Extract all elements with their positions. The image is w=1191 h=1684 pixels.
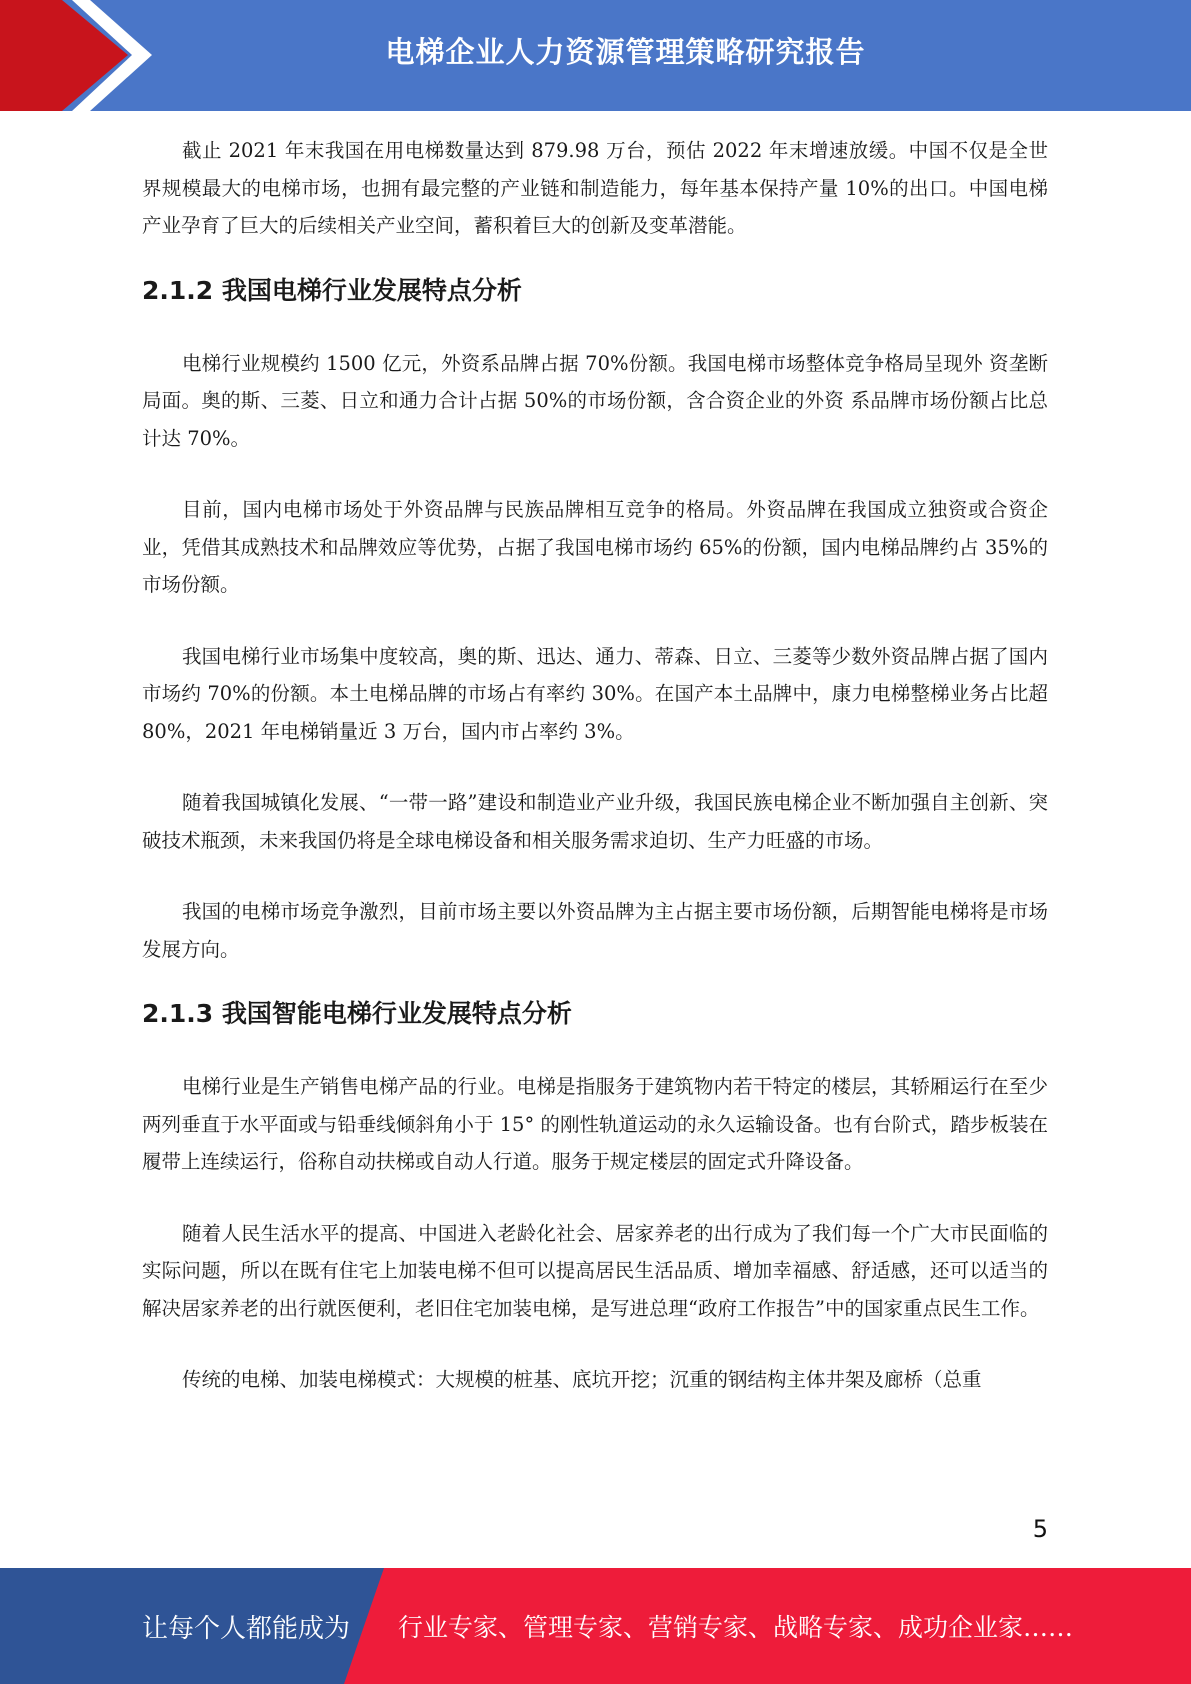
paragraph-elevator-count: 截止 2021 年末我国在用电梯数量达到 879.98 万台，预估 2022 年末增速放缓。中国不仅是全世界规模最大的电梯市场，也拥有最完整的产业链和制造能力，每年基本保持产量 10%的出口。中国电梯产业孕育了巨大的后续相关产业空间，蓄积着巨大的创新及变革潜能。 (142, 139, 1048, 237)
section-heading-2-1-3: 2.1.3 我国智能电梯行业发展特点分析 (142, 999, 572, 1028)
document-body (142, 132, 1048, 1399)
paragraph-competition: 目前，国内电梯市场处于外资品牌与民族品牌相互竞争的格局。外资品牌在我国成立独资或合资企业，凭借其成熟技术和品牌效应等优势，占据了我国电梯市场约 65%的份额，国内电梯品牌约占 35%的市场份额。 (142, 498, 1048, 596)
paragraph-concentration: 我国电梯行业市场集中度较高，奥的斯、迅达、通力、蒂森、日立、三菱等少数外资品牌占据了国内市场约 70%的份额。本土电梯品牌的市场占有率约 30%。在国产本土品牌中，康力电梯整梯业务占比超 80%，2021 年电梯销量近 3 万台，国内市占率约 3%。 (142, 644, 1048, 743)
paragraph-traditional-model: 传统的电梯、加装电梯模式：大规模的桩基、底坑开挖；沉重的钢结构主体井架及廊桥（总重 (182, 1368, 982, 1391)
paragraph-retrofit-elevators: 随着人民生活水平的提高、中国进入老龄化社会、居家养老的出行成为了我们每一个广大市民面临的实际问题，所以在既有住宅上加装电梯不但可以提高居民生活品质、增加幸福感、舒适感，还可以适当的解决居家养老的出行就医便利，老旧住宅加装电梯，是写进总理“政府工作报告”中的国家重点民生工作。 (142, 1221, 1048, 1320)
section-heading-2-1-2: 2.1.2 我国电梯行业发展特点分析 (142, 275, 522, 305)
paragraph-smart-elevator-trend: 我国的电梯市场竞争激烈，目前市场主要以外资品牌为主占据主要市场份额，后期智能电梯将是市场发展方向。 (142, 900, 1048, 961)
report-title: 电梯企业人力资源管理策略研究报告 (385, 34, 866, 69)
paragraph-urbanization: 随着我国城镇化发展、“一带一路”建设和制造业产业升级，我国民族电梯企业不断加强自主创新、突破技术瓶颈，未来我国仍将是全球电梯设备和相关服务需求迫切、生产力旺盛的市场。 (142, 791, 1048, 852)
footer-slogan-left: 让每个人都能成为 (142, 1613, 351, 1644)
paragraph-industry-scale: 电梯行业规模约 1500 亿元，外资系品牌占据 70%份额。我国电梯市场整体竞争格局呈现外 资垄断局面。奥的斯、三菱、日立和通力合计占据 50%的市场份额，含合资企业的外资 系品牌市场份额占比总计达 70%。 (142, 351, 1048, 450)
header-bar (0, 0, 1191, 111)
page-number: 5 (1032, 1515, 1048, 1543)
footer-slogan-right: 行业专家、管理专家、营销专家、战略专家、成功企业家…… (398, 1613, 1074, 1642)
header-red-chevron (0, 0, 160, 111)
paragraph-elevator-definition: 电梯行业是生产销售电梯产品的行业。电梯是指服务于建筑物内若干特定的楼层，其轿厢运行在至少两列垂直于水平面或与铅垂线倾斜角小于 15° 的刚性轨道运动的永久运输设备。也有台阶式，踏步板装在履带上连续运行，俗称自动扶梯或自动人行道。服务于规定楼层的固定式升降设备。 (142, 1075, 1048, 1173)
footer-bar (0, 1568, 1191, 1684)
